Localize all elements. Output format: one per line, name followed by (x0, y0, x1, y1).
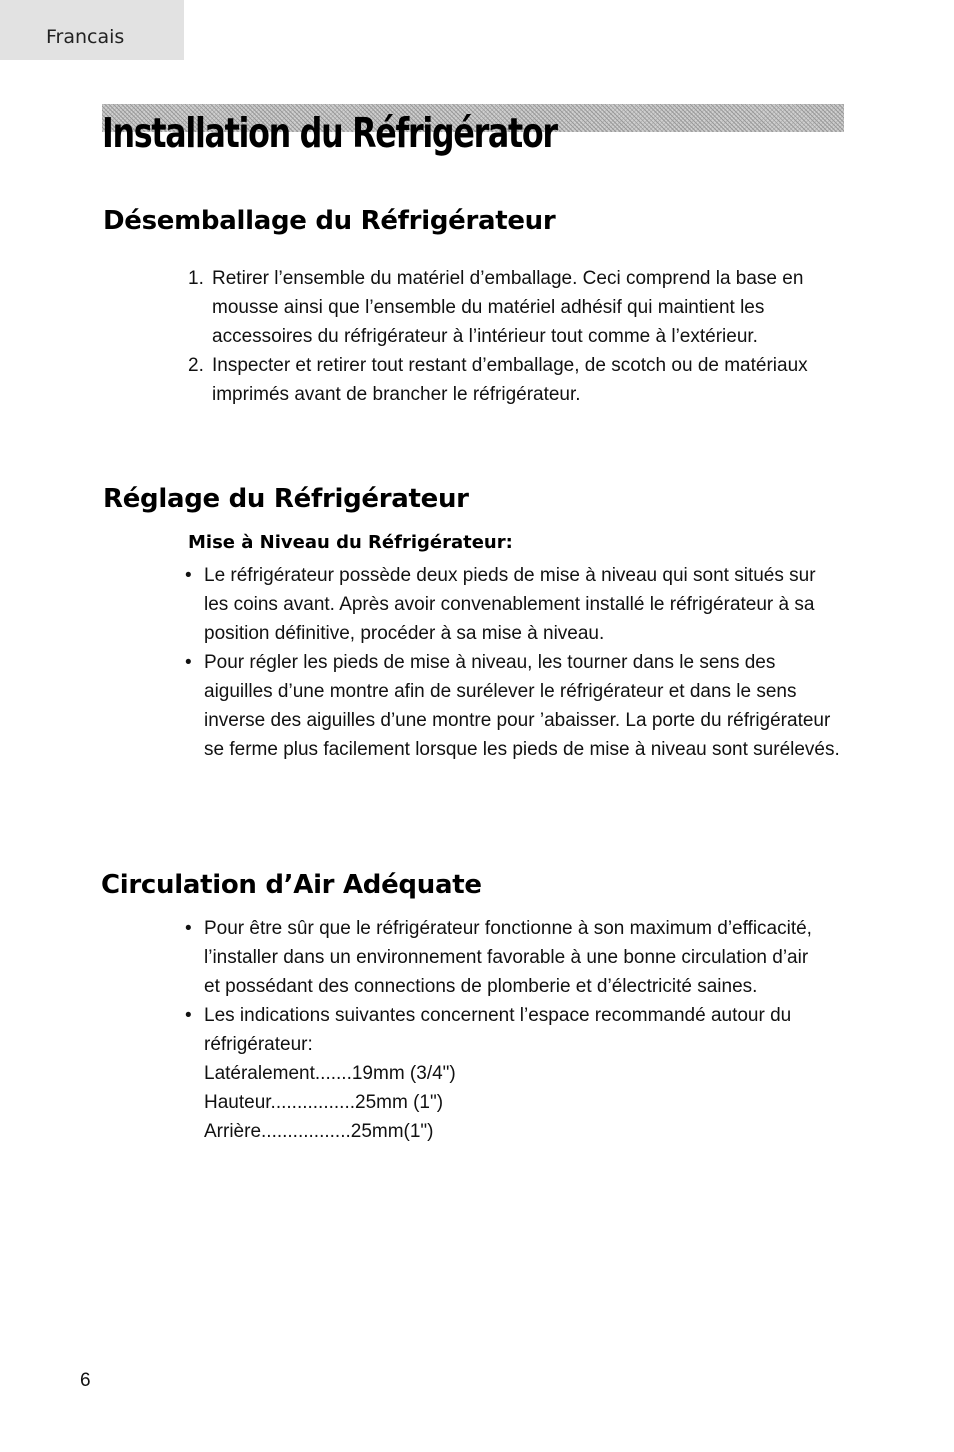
list-item (188, 351, 848, 409)
setup-list (185, 561, 845, 764)
unpacking-list (188, 264, 848, 409)
list-item-text: Pour être sûr que le réfrigérateur fonctionne à son maximum d’efficacité, l’installer dans un environnement favorable à une bonne circulation d’air et possédant des connections de plomberie et d’électricité saines. (204, 918, 812, 997)
section-heading-unpacking: Désemballage du Réfrigérateur (103, 206, 556, 236)
list-number: 2. (188, 355, 204, 376)
language-tab (0, 0, 184, 60)
list-item-text: Le réfrigérateur possède deux pieds de mise à niveau qui sont situés sur les coins avant. Après avoir convenablement installé le réfrigérateur à sa position définitive, procéder à sa mise à niveau. (204, 565, 816, 644)
list-item-text: Inspecter et retirer tout restant d’emballage, de scotch ou de matériaux imprimés avant de brancher le réfrigérateur. (212, 355, 808, 405)
bullet: • (185, 918, 192, 939)
language-label: Francais (46, 26, 125, 48)
section-heading-airflow: Circulation d’Air Adéquate (101, 870, 482, 900)
subheading-leveling: Mise à Niveau du Réfrigérateur: (188, 532, 513, 553)
page-title: Installation du Réfrigérator (102, 109, 557, 157)
section-heading-setup: Réglage du Réfrigérateur (103, 484, 469, 514)
list-item (185, 648, 845, 764)
clearance-side: Latéralement.......19mm (3/4") (204, 1063, 456, 1084)
bullet: • (185, 1005, 192, 1026)
list-item-text: Les indications suivantes concernent l’espace recommandé autour du réfrigérateur: (204, 1005, 792, 1055)
list-item (185, 1001, 825, 1146)
list-item-text: Pour régler les pieds de mise à niveau, les tourner dans le sens des aiguilles d’une montre afin de surélever le réfrigérateur et dans le sens inverse des aiguilles d’une montre pour ’abaisser. La porte du réfrigérateur se ferme plus facilement lorsque les pieds de mise à niveau sont surélevés. (204, 652, 840, 760)
bullet: • (185, 565, 192, 586)
list-number: 1. (188, 268, 204, 289)
page-number: 6 (80, 1370, 91, 1391)
clearance-top: Hauteur................25mm (1") (204, 1092, 444, 1113)
list-item (185, 914, 825, 1001)
list-item (188, 264, 848, 351)
list-item-text: Retirer l’ensemble du matériel d’emballage. Ceci comprend la base en mousse ainsi que l’ensemble du matériel adhésif qui maintient les accessoires du réfrigérateur à l’intérieur tout comme à l’extérieur. (212, 268, 804, 347)
airflow-list (185, 914, 825, 1146)
list-item (185, 561, 845, 648)
clearance-rear: Arrière.................25mm(1") (204, 1121, 434, 1142)
bullet: • (185, 652, 192, 673)
